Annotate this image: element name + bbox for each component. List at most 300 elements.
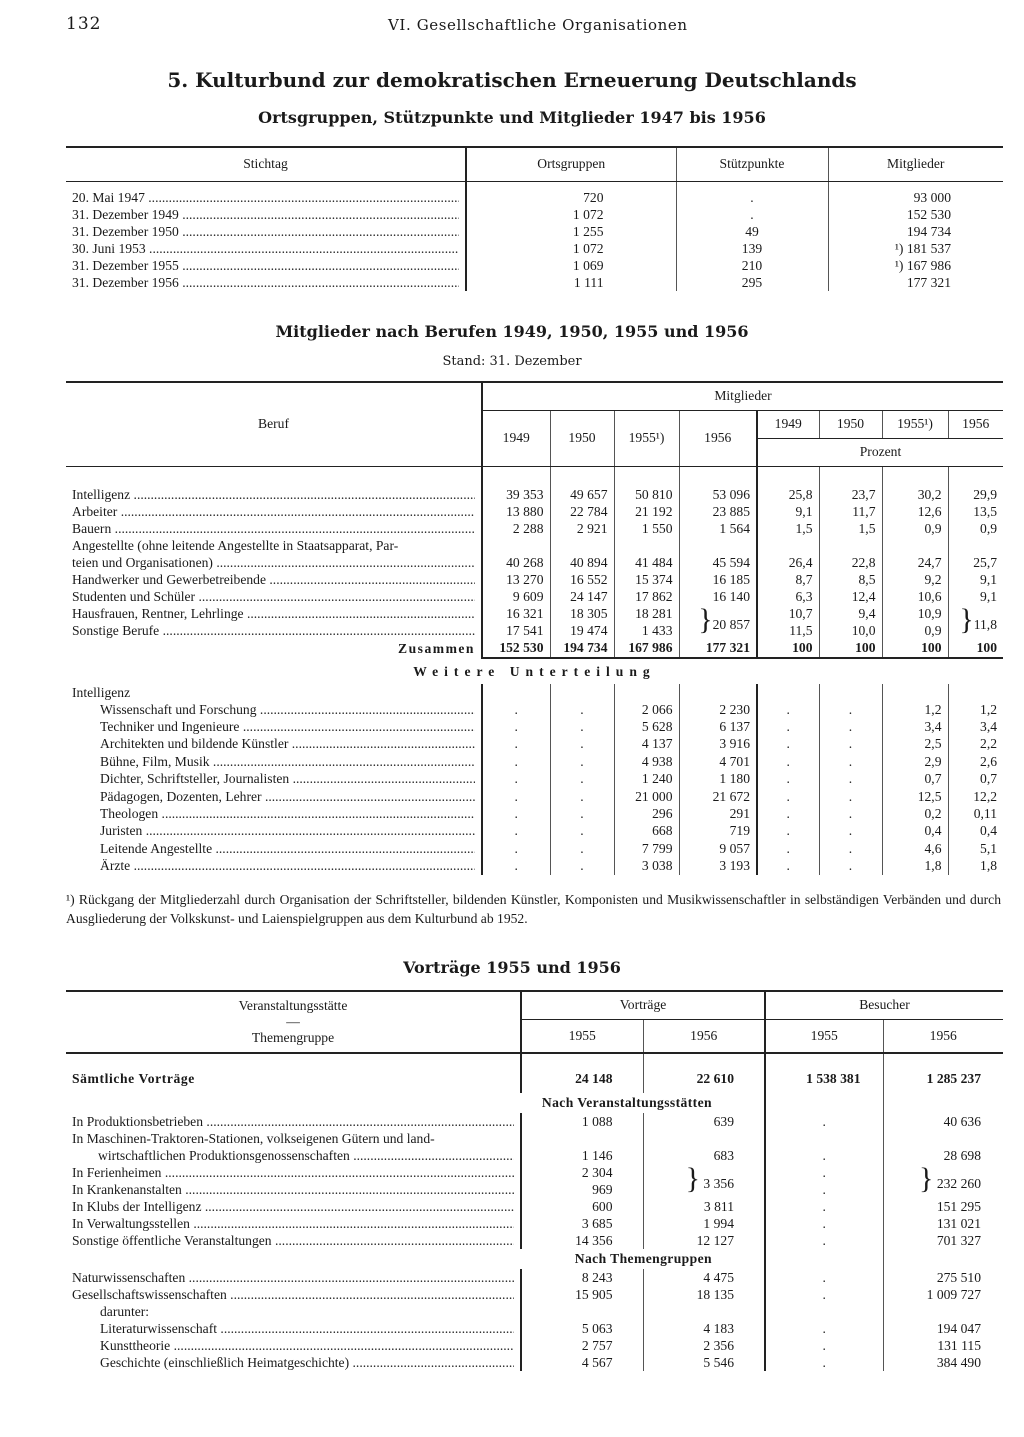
beruf-label: Handwerker und Gewerbetreibende ..... [72,572,475,588]
value-cell: 16 552 [550,571,614,588]
total-value: 100 [757,639,819,658]
value-cell: . [765,1198,883,1215]
beruf-label: Angestellte (ohne leitende Angestellte in Staatsapparat, Par- [72,537,399,553]
value-cell: 2 921 [550,520,614,537]
row-label [66,605,482,622]
value-cell: . [482,736,550,753]
vortrag-label: Sonstige öffentliche Veranstaltungen ..... [72,1233,514,1249]
row-label [66,1164,521,1181]
value-cell: 9 609 [482,588,550,605]
col-header-prozent: Prozent [757,438,1003,466]
value-cell [765,1303,883,1320]
merged-value-1956 [679,605,757,639]
value-cell: 49 657 [550,486,614,503]
value-cell: 0,7 [882,771,948,788]
value-cell: 53 096 [679,486,757,503]
value-cell: . [765,1181,883,1198]
value-cell: 3 685 [521,1215,643,1232]
value-mitglieder: 152 530 [828,206,1003,223]
empty-cell [948,684,1003,701]
value-cell: 7 799 [614,840,679,857]
table-row [66,736,1003,753]
value-cell: . [819,805,882,822]
value-cell: 24,7 [882,554,948,571]
value-cell: 40 636 [883,1113,1003,1130]
total-value: 1 538 381 [765,1065,883,1093]
value-cell: 16 321 [482,605,550,622]
value-cell: 4 183 [643,1320,765,1337]
row-label [66,1354,521,1371]
value-cell: 1 146 [521,1147,643,1164]
stichtag-label: 31. Dezember 1955 ..... [72,258,459,274]
value-cell: 2 230 [679,701,757,718]
value-mitglieder: ¹) 167 986 [828,257,1003,274]
value-cell [883,1303,1003,1320]
value-cell: 719 [679,823,757,840]
sub-beruf-label: Techniker und Ingenieure ..... [100,719,475,735]
value-cell: 4 938 [614,753,679,770]
value-cell: . [765,1354,883,1371]
value-cell: . [482,718,550,735]
empty-cell [819,684,882,701]
table-row [66,771,1003,788]
value-cell: 151 295 [883,1198,1003,1215]
empty-cell [883,1093,1003,1113]
value-cell: . [482,788,550,805]
value-cell: 0,4 [882,823,948,840]
value-ortsgruppen: 1 255 [466,223,676,240]
sub-beruf-label: Architekten und bildende Künstler ..... [100,736,475,752]
value-cell: 22,8 [819,554,882,571]
value-cell: . [819,718,882,735]
table2-title: Mitglieder nach Berufen 1949, 1950, 1955 und 1956 [275,322,749,341]
row-label [66,858,482,875]
col-header-year: 1956 [643,1019,765,1053]
table-row [66,537,1003,554]
value-cell [819,537,882,554]
value-cell [765,1130,883,1147]
value-cell: 15 905 [521,1286,643,1303]
value-cell: 2 356 [643,1337,765,1354]
vortrag-label: In Produktionsbetrieben ..... [72,1114,514,1130]
value-cell: 194 047 [883,1320,1003,1337]
table-row [66,840,1003,857]
table-row [66,1113,1003,1130]
table-row [66,1147,1003,1164]
table-row [66,701,1003,718]
table-row [66,605,1003,622]
stichtag-label: 20. Mai 1947 ..... [72,190,459,206]
value-cell: 45 594 [679,554,757,571]
col-header-year: 1956 [883,1019,1003,1053]
row-label [66,753,482,770]
table-row [66,240,1003,257]
empty-cell [550,684,614,701]
value-cell: 30,2 [882,486,948,503]
table-row [66,206,1003,223]
total-value: 177 321 [679,639,757,658]
value-cell: 1 240 [614,771,679,788]
vortrag-label: In Klubs der Intelligenz ..... [72,1199,514,1215]
beruf-label: Sonstige Berufe ..... [72,623,475,639]
value-cell: 1 564 [679,520,757,537]
merged-besucher [883,1164,1003,1198]
value-cell: . [765,1269,883,1286]
empty-cell [482,684,550,701]
value-cell: 16 140 [679,588,757,605]
value-cell: 1,2 [948,701,1003,718]
empty-cell [679,684,757,701]
table-row [66,223,1003,240]
value-stuetzpunkte: 139 [676,240,828,257]
empty-cell [882,684,948,701]
value-cell: . [482,840,550,857]
value-cell: . [819,788,882,805]
value-stuetzpunkte: 295 [676,274,828,291]
value-cell: 668 [614,823,679,840]
table-row [66,1303,1003,1320]
table-row [66,823,1003,840]
value-cell: 19 474 [550,622,614,639]
row-label [66,1130,521,1147]
empty-cell [765,1249,883,1269]
value-cell: . [550,753,614,770]
total-row [66,1065,1003,1093]
value-cell: . [550,788,614,805]
value-cell: 600 [521,1198,643,1215]
value-cell: 3,4 [948,718,1003,735]
table-row [66,1286,1003,1303]
value-cell: . [482,753,550,770]
table-row [66,1130,1003,1147]
value-cell: 9,1 [757,503,819,520]
table-row [66,189,1003,206]
beruf-label: Intelligenz ..... [72,487,475,503]
value-cell [643,1130,765,1147]
value-cell: 24 147 [550,588,614,605]
col-header-stuetzpunkte: Stützpunkte [676,147,828,181]
value-cell: . [819,736,882,753]
value-cell: 2,5 [882,736,948,753]
value-cell: 0,2 [882,805,948,822]
value-cell: . [550,736,614,753]
table-row [66,1354,1003,1371]
total-label: Sämtliche Vorträge [72,1071,195,1086]
value-cell: . [757,805,819,822]
sub-header-row [66,684,1003,701]
total-value: 167 986 [614,639,679,658]
vortrag-label: In Ferienheimen ..... [72,1165,514,1181]
value-cell: . [765,1337,883,1354]
value-cell: 17 862 [614,588,679,605]
value-cell: 13 880 [482,503,550,520]
value-cell: 1,5 [757,520,819,537]
value-cell: 291 [679,805,757,822]
sub-beruf-label: Pädagogen, Dozenten, Lehrer ..... [100,789,475,805]
value-cell: 1 009 727 [883,1286,1003,1303]
col-header-year-pct: 1950 [819,410,882,438]
row-label [66,588,482,605]
value-cell: 9,4 [819,605,882,622]
value-cell: 9,2 [882,571,948,588]
table-row [66,858,1003,875]
table-row [66,1215,1003,1232]
vortrag-label: darunter: [100,1303,150,1319]
table-row [66,274,1003,291]
value-cell: . [482,771,550,788]
row-label [66,554,482,571]
row-label [66,537,482,554]
row-label [66,206,466,223]
value-cell: 18 305 [550,605,614,622]
row-label [66,1113,521,1130]
page-number: 132 [66,14,102,34]
value-cell: 4 701 [679,753,757,770]
value-cell: 12,2 [948,788,1003,805]
value-cell: 3 193 [679,858,757,875]
value-cell: . [819,771,882,788]
col-header-vortraege: Vorträge [521,991,765,1019]
value-cell [521,1130,643,1147]
table-berufe [66,381,1003,875]
value-cell: 3 811 [643,1198,765,1215]
footnote: ¹) Rückgang der Mitgliederzahl durch Organisation der Schriftsteller, bildenden Künstler, Komponisten und Musikwissenschaftler in selbständigen Verbänden und durch Ausgliederung der Volkskunst- und Laienspielgruppen aus dem Kulturbund ab 1952. [66,892,1001,926]
table-row [66,1232,1003,1249]
vortrag-label: In Krankenanstalten ..... [72,1182,514,1198]
value-cell [643,1303,765,1320]
vortrag-label: In Verwaltungsstellen ..... [72,1216,514,1232]
value-cell: 40 268 [482,554,550,571]
row-label [66,189,466,206]
value-cell: 1 433 [614,622,679,639]
vortrag-label: Literaturwissenschaft ..... [100,1321,514,1337]
value-cell: 0,9 [882,520,948,537]
value-cell: 1,2 [882,701,948,718]
brace-icon: } [959,605,974,636]
col-header-mitglieder: Mitglieder [482,382,1003,410]
value-cell: . [482,701,550,718]
row-label [66,223,466,240]
value-cell: . [482,805,550,822]
value-cell: 1,8 [948,858,1003,875]
row-label [66,771,482,788]
col-header-year-pct: 1955¹) [882,410,948,438]
value-cell: 8,5 [819,571,882,588]
value-cell: . [819,858,882,875]
table-row [66,788,1003,805]
value-cell: . [550,823,614,840]
table-row [66,753,1003,770]
empty-cell [765,1093,883,1113]
row-label [66,823,482,840]
empty-cell [883,1249,1003,1269]
table3-body [66,1065,1003,1371]
row-label [66,503,482,520]
value-cell: 23 885 [679,503,757,520]
value-cell: 5 546 [643,1354,765,1371]
total-value: 24 148 [521,1065,643,1093]
beruf-label: Hausfrauen, Rentner, Lehrlinge ..... [72,606,475,622]
value-cell [883,1130,1003,1147]
value-cell: 21 192 [614,503,679,520]
value-cell: . [757,718,819,735]
value-cell: . [765,1286,883,1303]
value-cell: 4 567 [521,1354,643,1371]
value-cell: . [550,771,614,788]
col-header-year: 1949 [482,410,550,466]
value-cell: 12,6 [882,503,948,520]
merged-pct-1956 [948,605,1003,639]
header-veranstaltungsstaette: Veranstaltungsstätte [238,998,348,1013]
total-value: 194 734 [550,639,614,658]
row-label [66,1215,521,1232]
header-themengruppe: Themengruppe [251,1030,335,1045]
col-header-year: 1950 [550,410,614,466]
table-row [66,1181,1003,1198]
value-cell: . [550,805,614,822]
value-cell [757,537,819,554]
row-label [66,571,482,588]
value-cell: . [482,858,550,875]
value-ortsgruppen: 1 069 [466,257,676,274]
total-value: 152 530 [482,639,550,658]
table2-stand: Stand: 31. Dezember [442,354,582,369]
value-ortsgruppen: 1 072 [466,206,676,223]
value-cell: 21 672 [679,788,757,805]
col-header-year: 1955¹) [614,410,679,466]
value-cell: 26,4 [757,554,819,571]
row-label [66,1181,521,1198]
value-cell: 9 057 [679,840,757,857]
value-cell: 0,7 [948,771,1003,788]
value-cell [482,537,550,554]
value-cell: 9,1 [948,571,1003,588]
brace-icon: } [698,605,713,636]
row-label [66,805,482,822]
value-cell: 40 894 [550,554,614,571]
value-cell: 18 135 [643,1286,765,1303]
value-cell: 701 327 [883,1232,1003,1249]
value-cell: 5 063 [521,1320,643,1337]
table-row [66,257,1003,274]
sub-beruf-label: Leitende Angestellte ..... [100,841,475,857]
vortrag-label: In Maschinen-Traktoren-Stationen, volkseigenen Gütern und land- [72,1130,435,1146]
sub-header-label: Intelligenz [72,684,131,700]
value-cell: 11,5 [757,622,819,639]
value-mitglieder: 177 321 [828,274,1003,291]
table3-title: Vorträge 1955 und 1956 [403,958,621,977]
col-header-year: 1955 [521,1019,643,1053]
value-stuetzpunkte: . [676,206,828,223]
value-cell: 25,8 [757,486,819,503]
value-cell: . [819,823,882,840]
table-row [66,520,1003,537]
value-cell: . [550,840,614,857]
row-label [66,1232,521,1249]
value-cell: 10,0 [819,622,882,639]
value-cell: . [550,718,614,735]
value-cell: . [819,840,882,857]
page-header [66,14,1006,38]
merged-value: 11,8 [973,617,998,632]
row-label [66,1337,521,1354]
value-cell [614,537,679,554]
value-cell: 683 [643,1147,765,1164]
row-label [66,622,482,639]
value-cell: 28 698 [883,1147,1003,1164]
beruf-label: teien und Organisationen) ..... [72,555,475,571]
value-cell: . [757,771,819,788]
value-cell: . [765,1215,883,1232]
value-cell: 131 021 [883,1215,1003,1232]
value-cell: 0,9 [948,520,1003,537]
stichtag-label: 31. Dezember 1950 ..... [72,224,459,240]
beruf-label: Arbeiter ..... [72,504,475,520]
table-row [66,1164,1003,1181]
stichtag-label: 31. Dezember 1949 ..... [72,207,459,223]
brace-icon: } [919,1164,934,1195]
value-cell: 41 484 [614,554,679,571]
value-cell: . [757,736,819,753]
total-value: 1 285 237 [883,1065,1003,1093]
value-cell: 0,11 [948,805,1003,822]
table-ortsgruppen [66,146,1003,291]
merged-vortraege [643,1164,765,1198]
table-row [66,554,1003,571]
value-cell: 2 288 [482,520,550,537]
value-cell [948,537,1003,554]
weitere-unterteilung: Weitere Unterteilung [413,663,656,679]
stichtag-label: 31. Dezember 1956 ..... [72,275,459,291]
value-cell: 14 356 [521,1232,643,1249]
value-ortsgruppen: 720 [466,189,676,206]
value-cell: 2,9 [882,753,948,770]
value-cell: 50 810 [614,486,679,503]
value-cell: . [765,1113,883,1130]
total-value: 100 [948,639,1003,658]
value-stuetzpunkte: 210 [676,257,828,274]
value-cell: . [550,858,614,875]
row-label [66,788,482,805]
value-cell [882,537,948,554]
value-cell: . [757,753,819,770]
running-title: VI. Gesellschaftliche Organisationen [388,16,688,34]
value-cell: . [765,1164,883,1181]
value-cell: . [765,1147,883,1164]
row-label [66,520,482,537]
row-label [66,701,482,718]
value-cell [679,537,757,554]
table2-sub-body [66,684,1003,875]
col-header-veranstaltung [66,991,521,1053]
row-label [66,718,482,735]
section-themengruppen [66,1249,1003,1269]
value-cell: 3,4 [882,718,948,735]
value-cell: 25,7 [948,554,1003,571]
value-cell: 639 [643,1113,765,1130]
value-cell: 22 784 [550,503,614,520]
vortrag-label: Geschichte (einschließlich Heimatgeschichte) ..... [100,1355,514,1371]
beruf-label: Studenten und Schüler ..... [72,589,475,605]
value-cell: 3 038 [614,858,679,875]
col-header-stichtag: Stichtag [66,147,466,181]
row-label [66,736,482,753]
col-header-year: 1955 [765,1019,883,1053]
value-cell: 12,5 [882,788,948,805]
value-mitglieder: ¹) 181 537 [828,240,1003,257]
table-row [66,588,1003,605]
section-veranstaltungsstaetten [66,1093,1003,1113]
